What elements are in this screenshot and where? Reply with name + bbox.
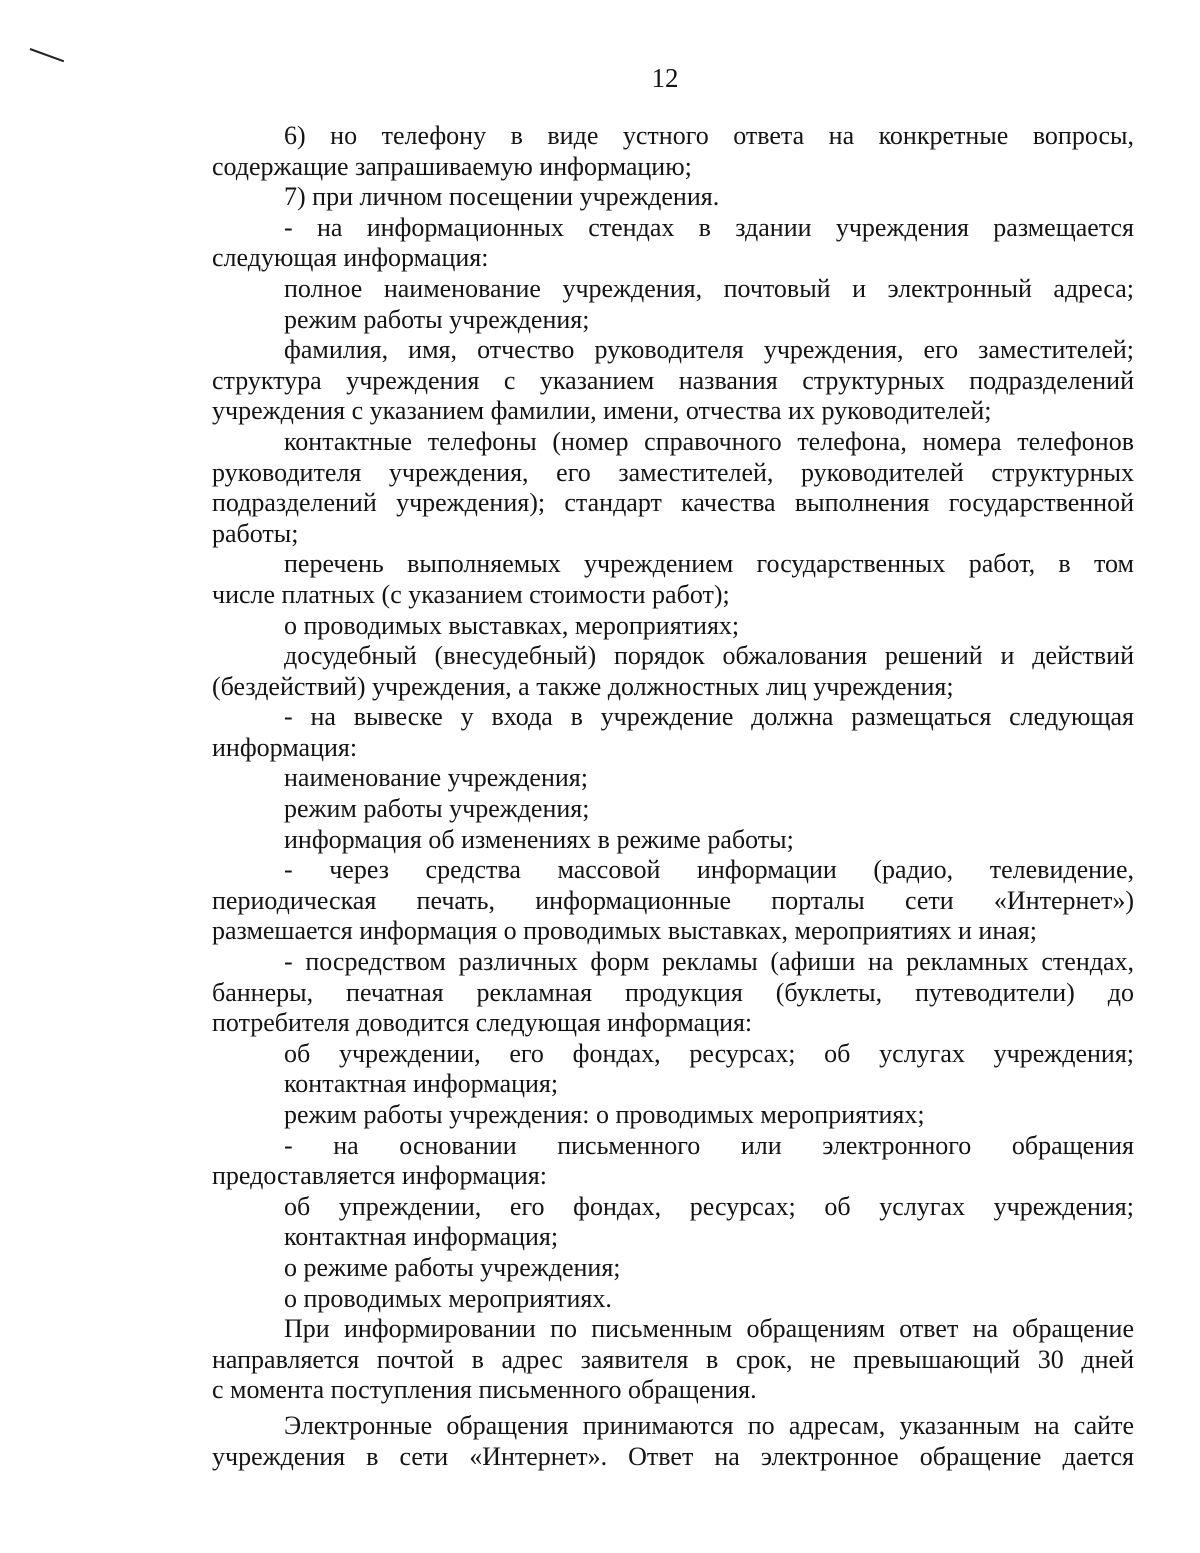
text-line: - посредством различных форм рекламы (афиши на рекламных стендах, xyxy=(284,947,1134,977)
text-line: полное наименование учреждения, почтовый и электронный адреса; xyxy=(284,273,1134,303)
text-line: об учреждении, его фондах, ресурсах; об услугах учреждения; xyxy=(284,1038,1134,1068)
text-line: информация: xyxy=(212,732,358,762)
text-line: 7) при личном посещении учреждения. xyxy=(284,182,720,212)
text-line: фамилия, имя, отчество руководителя учреждения, его заместителей; xyxy=(284,335,1134,365)
text-line: подразделений учреждения); стандарт качества выполнения государственной xyxy=(212,488,1134,518)
text-line: - на основании письменного или электронного обращения xyxy=(284,1130,1134,1160)
text-line: контактная информация; xyxy=(284,1069,559,1099)
text-line: перечень выполняемых учреждением государственных работ, в том xyxy=(284,549,1134,579)
text-line: досудебный (внесудебный) порядок обжалования решений и действий xyxy=(284,641,1134,671)
text-line: контактная информация; xyxy=(284,1222,559,1252)
text-line: содержащие запрашиваемую информацию; xyxy=(212,151,692,181)
text-line: периодическая печать, информационные порталы сети «Интернет») xyxy=(212,885,1134,915)
text-line: (бездействий) учреждения, а также должностных лиц учреждения; xyxy=(212,671,954,701)
text-line: числе платных (с указанием стоимости работ); xyxy=(212,579,730,609)
text-line: информация об изменениях в режиме работы; xyxy=(284,824,794,854)
text-line: размешается информация о проводимых выставках, мероприятиях и иная; xyxy=(212,916,1037,946)
text-line: направляется почтой в адрес заявителя в срок, не превышающий 30 дней xyxy=(212,1344,1134,1374)
text-line: о проводимых мероприятиях. xyxy=(284,1283,612,1313)
text-line: контактные телефоны (номер справочного телефона, номера телефонов xyxy=(284,426,1134,456)
text-line: - на вывеске у входа в учреждение должна размещаться следующая xyxy=(284,702,1134,732)
text-line: о режиме работы учреждения; xyxy=(284,1252,621,1282)
text-line: - на информационных стендах в здании учреждения размещается xyxy=(284,212,1134,242)
text-line: о проводимых выставках, мероприятиях; xyxy=(284,610,740,640)
page-number: 12 xyxy=(651,63,679,93)
document-body xyxy=(212,121,1134,1472)
text-line: - через средства массовой информации (радио, телевидение, xyxy=(284,855,1134,885)
text-line: режим работы учреждения; xyxy=(284,304,590,334)
text-line: предоставляется информация: xyxy=(212,1161,547,1191)
text-line: структура учреждения с указанием названия структурных подразделений xyxy=(212,365,1134,395)
text-line: руководителя учреждения, его заместителей, руководителей структурных xyxy=(212,457,1134,487)
text-line: баннеры, печатная рекламная продукция (буклеты, путеводители) до xyxy=(212,977,1134,1007)
text-line: учреждения с указанием фамилии, имени, отчества их руководителей; xyxy=(212,396,992,426)
text-line: об упреждении, его фондах, ресурсах; об услугах учреждения; xyxy=(284,1191,1134,1221)
text-line: учреждения в сети «Интернет». Ответ на электронное обращение дается xyxy=(212,1441,1134,1471)
text-line: Электронные обращения принимаются по адресам, указанным на сайте xyxy=(284,1410,1134,1440)
text-line: работы; xyxy=(212,518,299,548)
text-line: При информировании по письменным обращениям ответ на обращение xyxy=(284,1314,1134,1344)
text-line: следующая информация: xyxy=(212,243,489,273)
text-line: потребителя доводится следующая информация: xyxy=(212,1008,753,1038)
text-line: с момента поступления письменного обращения. xyxy=(212,1375,757,1405)
text-line: режим работы учреждения; xyxy=(284,794,590,824)
text-line: 6) но телефону в виде устного ответа на конкретные вопросы, xyxy=(284,121,1134,150)
text-line: режим работы учреждения: о проводимых мероприятиях; xyxy=(284,1100,925,1129)
text-line: наименование учреждения; xyxy=(284,763,588,793)
scan-artifact-mark xyxy=(30,48,65,62)
